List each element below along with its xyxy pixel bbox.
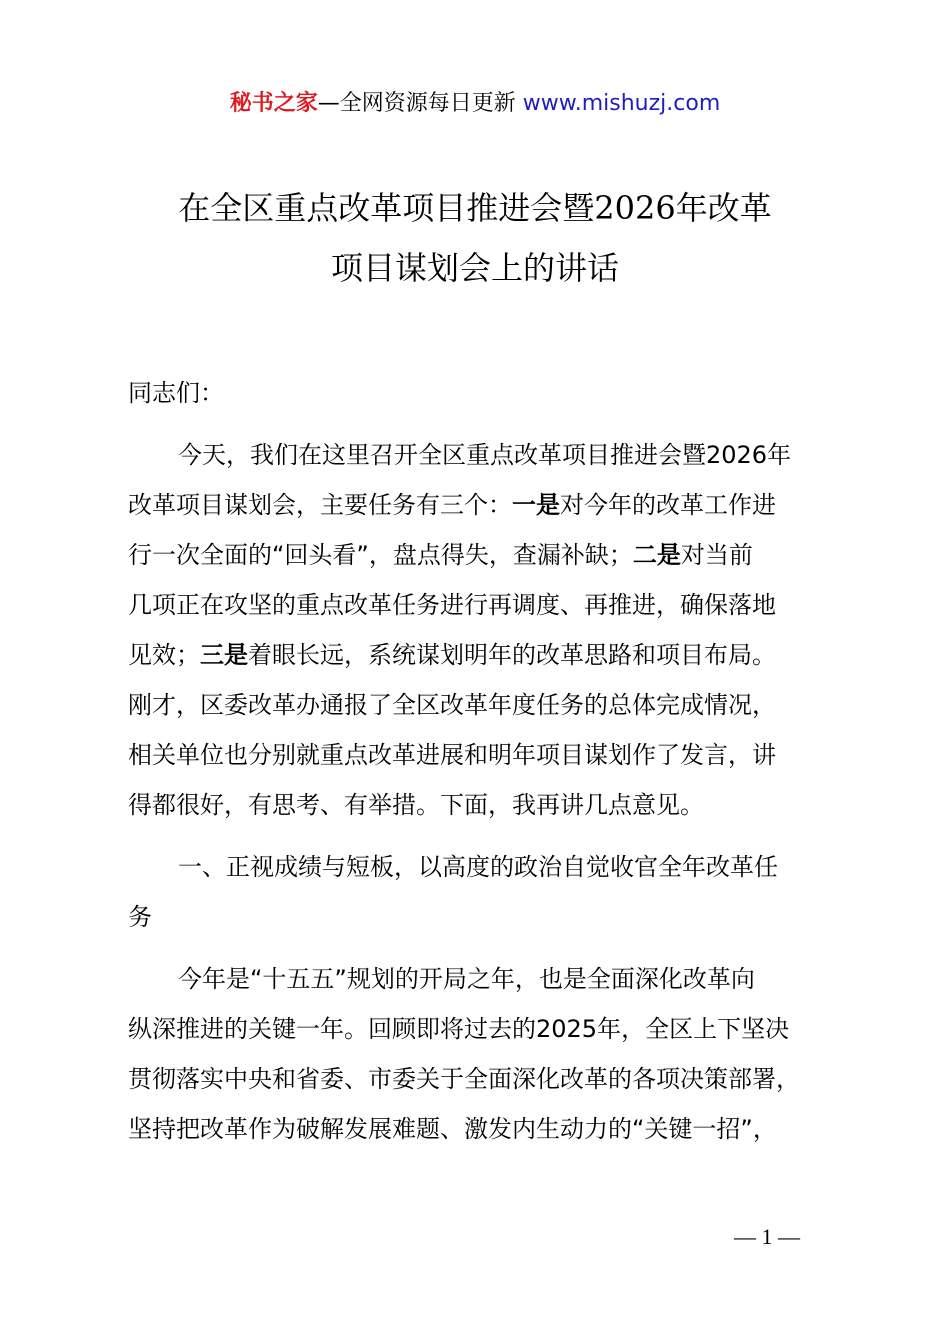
banner-url[interactable]: www.mishuzj.com bbox=[522, 91, 721, 116]
speech-title bbox=[80, 178, 870, 298]
emphasis-third: 三是 bbox=[200, 641, 248, 669]
paragraph-line: 见效；三是着眼长远，系统谋划明年的改革思路和项目布局。 bbox=[128, 641, 776, 669]
paragraph-line: 刚才，区委改革办通报了全区改革年度任务的总体完成情况， bbox=[128, 691, 776, 719]
title-line-1: 在全区重点改革项目推进会暨2026年改革 bbox=[178, 189, 772, 227]
title-line-2: 项目谋划会上的讲话 bbox=[330, 249, 619, 287]
paragraph-line: 坚持把改革作为破解发展难题、激发内生动力的“关键一招”， bbox=[128, 1115, 777, 1143]
paragraph-line: 相关单位也分别就重点改革进展和明年项目谋划作了发言，讲 bbox=[128, 741, 776, 769]
emphasis-first: 一是 bbox=[512, 491, 560, 519]
paragraph-review bbox=[128, 954, 840, 1154]
site-banner bbox=[0, 88, 950, 120]
emphasis-second: 二是 bbox=[632, 541, 681, 569]
section-heading-1 bbox=[128, 842, 840, 942]
paragraph-line: 贯彻落实中央和省委、市委关于全面深化改革的各项决策部署， bbox=[128, 1065, 800, 1093]
paragraph-line: 纵深推进的关键一年。回顾即将过去的2025年，全区上下坚决 bbox=[128, 1015, 790, 1043]
heading-line: 务 bbox=[128, 903, 152, 931]
speech-body bbox=[128, 368, 840, 1154]
paragraph-intro bbox=[128, 430, 840, 830]
paragraph-line: 几项正在攻坚的重点改革任务进行再调度、再推进，确保落地 bbox=[128, 591, 776, 619]
banner-tagline: —全网资源每日更新 bbox=[317, 91, 523, 116]
brand-name: 秘书之家 bbox=[229, 91, 318, 116]
paragraph-line: 今年是“十五五”规划的开局之年，也是全面深化改革向 bbox=[178, 965, 755, 993]
paragraph-line: 改革项目谋划会，主要任务有三个：一是对今年的改革工作进 bbox=[128, 491, 776, 519]
page-number: — 1 — bbox=[734, 1224, 800, 1249]
heading-line: 一、正视成绩与短板，以高度的政治自觉收官全年改革任 bbox=[178, 853, 778, 881]
paragraph-line: 得都很好，有思考、有举措。下面，我再讲几点意见。 bbox=[128, 791, 704, 819]
salutation: 同志们： bbox=[128, 379, 224, 407]
paragraph-line: 行一次全面的“回头看”，盘点得失，查漏补缺；二是对当前 bbox=[128, 541, 753, 569]
paragraph-line: 今天，我们在这里召开全区重点改革项目推进会暨2026年 bbox=[178, 441, 792, 469]
